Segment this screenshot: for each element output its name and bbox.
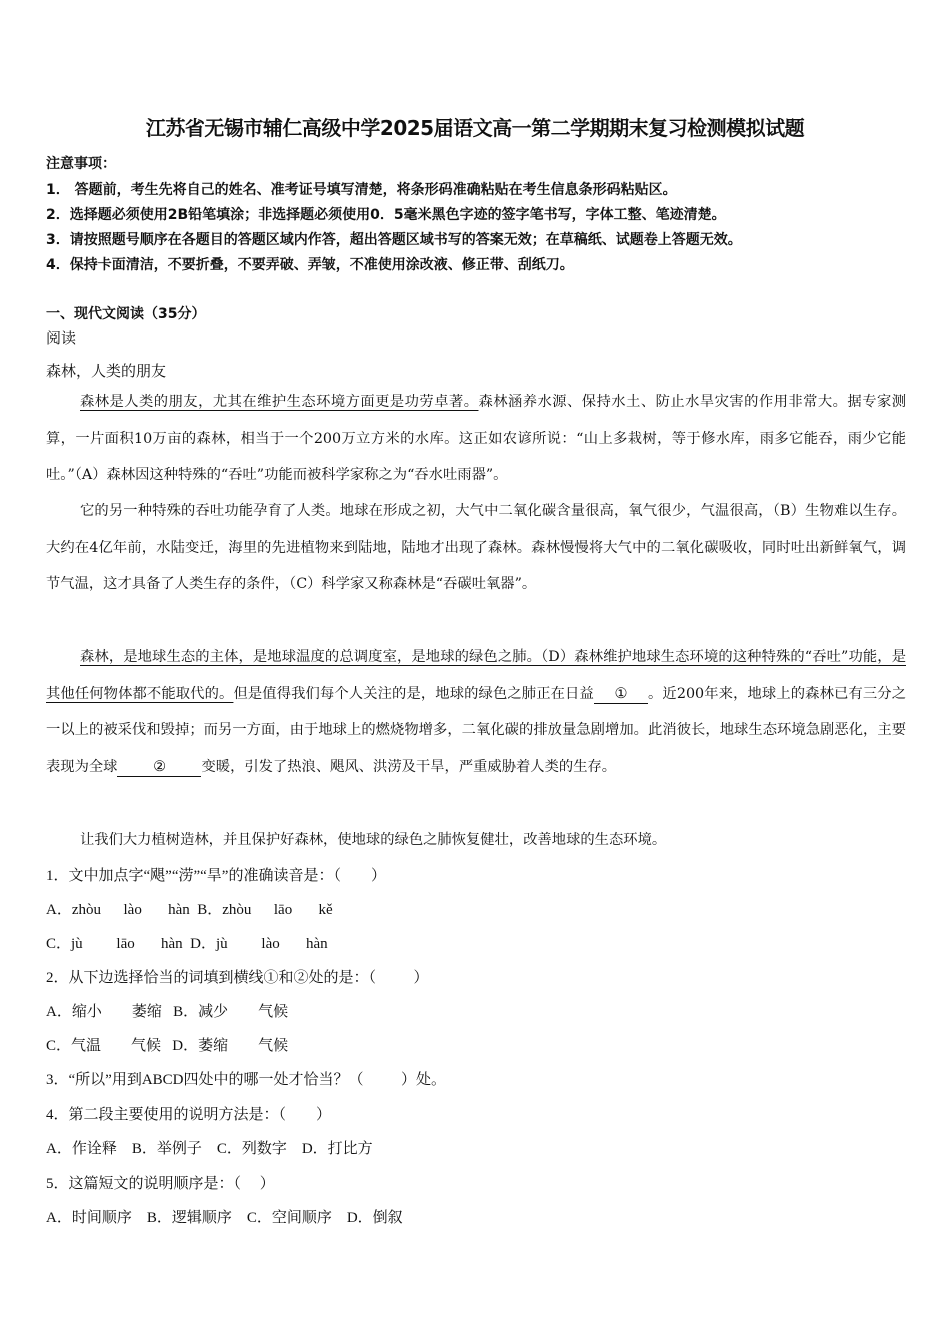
paragraph-4: 让我们大力植树造林，并且保护好森林，使地球的绿色之肺恢复健壮，改善地球的生态环境。 xyxy=(80,832,667,848)
underlined-sentence: 森林是人类的朋友，尤其在维护生态环境方面更是功劳卓著。 xyxy=(80,394,479,410)
question-2: 2．从下边选择恰当的词填到横线①和②处的是：（ ） xyxy=(46,970,429,986)
question-4-options: A．作诠释 B．举例子 C．列数字 D．打比方 xyxy=(46,1141,373,1157)
underlined-passage: 森林，是地球生态的主体，是地球温度的总调度室，是地球的绿色之肺。（D）森林维护地球生态环境的这种特殊的“吞吐”功能，是其他任何物体都不能取代的。 xyxy=(46,649,906,702)
paragraph-3: 森林，是地球生态的主体，是地球温度的总调度室，是地球的绿色之肺。（D）森林维护地球生态环境的这种特殊的“吞吐”功能，是其他任何物体都不能取代的。但是值得我们每个人关注的是，地球的绿色之肺正在日益 ① 。近200年来，地球上的森林已有三分之一以上的被采伐和毁掉；而另一方面，由于地球上的燃烧物增多，二氧化碳的排放量急剧增加。此消彼长，地球生态环境急剧恶化，主要表现为全球 ② 变暖，引发了热浪、飓风、洪涝及干旱，严重威胁着人类的生存。 xyxy=(46,649,906,775)
blank-2: ② xyxy=(117,758,201,777)
question-4: 4．第二段主要使用的说明方法是：（ ） xyxy=(46,1107,332,1123)
question-1-options-cd: C．jù lāo hàn D．jù lào hàn xyxy=(46,936,328,952)
reading-instruction: 阅读 xyxy=(46,329,77,347)
notice-heading: 注意事项： xyxy=(46,156,116,172)
question-2-options-cd: C．气温 气候 D．萎缩 气候 xyxy=(46,1038,289,1054)
question-3: 3．“所以”用到ABCD四处中的哪一处才恰当？（ ）处。 xyxy=(46,1072,446,1088)
article-title: 森林，人类的朋友 xyxy=(46,362,167,380)
question-2-options-ab: A．缩小 萎缩 B．减少 气候 xyxy=(46,1004,289,1020)
paragraph-2: 它的另一种特殊的吞吐功能孕育了人类。地球在形成之初，大气中二氧化碳含量很高，氧气很少，气温很高，（B）生物难以生存。大约在4亿年前，水陆变迁，海里的先进植物来到陆地，陆地才出现了森林。森林慢慢将大气中的二氧化碳吸收，同时吐出新鲜氧气，调节气温，这才具备了人类生存的条件，（C）科学家又称森林是“吞碳吐氧器”。 xyxy=(46,503,906,592)
question-5: 5．这篇短文的说明顺序是：（ ） xyxy=(46,1176,275,1192)
notice-item-2: 2．选择题必须使用2B铅笔填涂；非选择题必须使用0．5毫米黑色字迹的签字笔书写，字体工整、笔迹清楚。 xyxy=(46,207,726,223)
section-heading: 一、现代文阅读（35分） xyxy=(46,306,206,322)
question-1-options-ab: A．zhòu lào hàn B．zhòu lāo kě xyxy=(46,902,333,918)
notice-item-4: 4．保持卡面清洁，不要折叠，不要弄破、弄皱，不准使用涂改液、修正带、刮纸刀。 xyxy=(46,257,574,273)
page-title: 江苏省无锡市辅仁高级中学2025届语文高一第二学期期末复习检测模拟试题 xyxy=(145,116,805,140)
paragraph-1: 森林是人类的朋友，尤其在维护生态环境方面更是功劳卓著。森林涵养水源、保持水土、防止水旱灾害的作用非常大。据专家测算，一片面积10万亩的森林，相当于一个200万立方米的水库。这正如农谚所说：“山上多栽树，等于修水库，雨多它能吞，雨少它能吐。”（A）森林因这种特殊的“吞吐”功能而被科学家称之为“吞水吐雨器”。 xyxy=(46,394,907,483)
notice-item-3: 3．请按照题号顺序在各题目的答题区域内作答，超出答题区域书写的答案无效；在草稿纸、试题卷上答题无效。 xyxy=(46,232,742,248)
blank-1: ① xyxy=(594,685,648,704)
question-1: 1．文中加点字“飓”“涝”“旱”的准确读音是：（ ） xyxy=(46,868,386,884)
notice-item-1: 1． 答题前，考生先将自己的姓名、准考证号填写清楚，将条形码准确粘贴在考生信息条形码粘贴区。 xyxy=(46,182,677,198)
question-5-options: A．时间顺序 B．逻辑顺序 C．空间顺序 D．倒叙 xyxy=(46,1210,403,1226)
